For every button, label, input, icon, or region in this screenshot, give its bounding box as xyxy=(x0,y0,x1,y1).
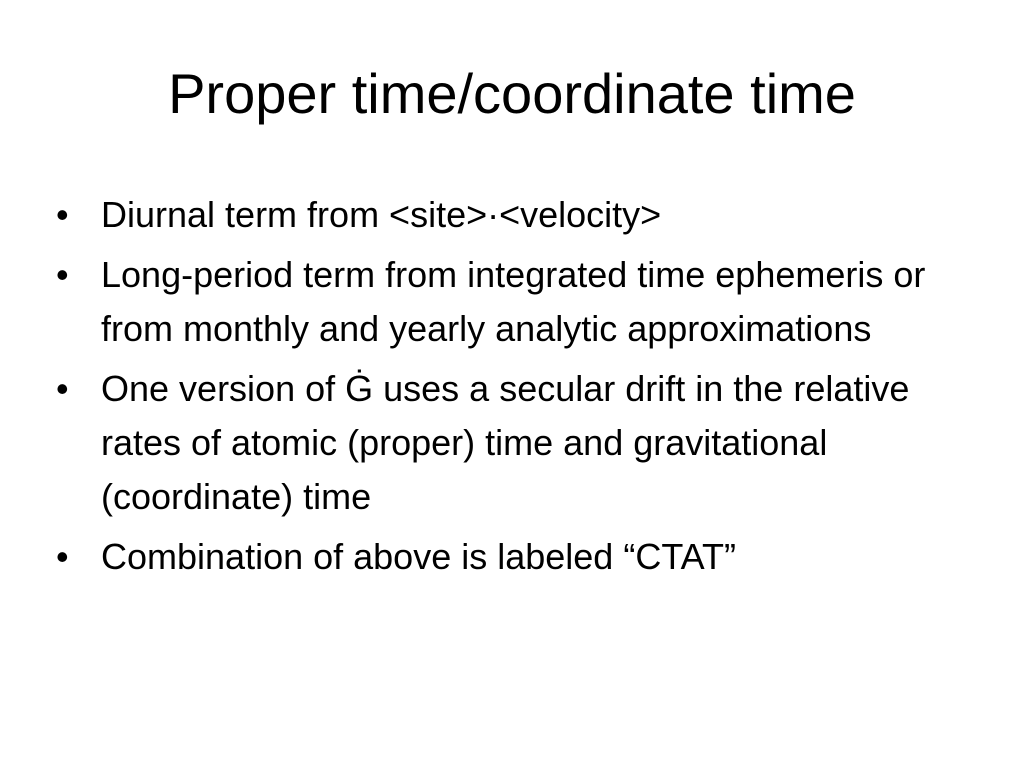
bullet-text: Long-period term from integrated time ephemeris or from monthly and yearly analytic approximations xyxy=(101,254,926,349)
bullet-icon: • xyxy=(56,536,69,577)
bullet-list xyxy=(56,188,976,590)
bullet-text: Diurnal term from <site>·<velocity> xyxy=(101,194,662,235)
bullet-item xyxy=(56,362,976,524)
bullet-text: One version of Ġ uses a secular drift in the relative rates of atomic (proper) time and gravitational (coordinate) time xyxy=(101,368,910,517)
bullet-text: Combination of above is labeled “CTAT” xyxy=(101,536,736,577)
bullet-icon: • xyxy=(56,254,69,295)
slide-title: Proper time/coordinate time xyxy=(168,62,856,125)
bullet-item xyxy=(56,188,976,242)
bullet-icon: • xyxy=(56,194,69,235)
bullet-item xyxy=(56,248,976,356)
bullet-icon: • xyxy=(56,368,69,409)
bullet-item xyxy=(56,530,976,584)
